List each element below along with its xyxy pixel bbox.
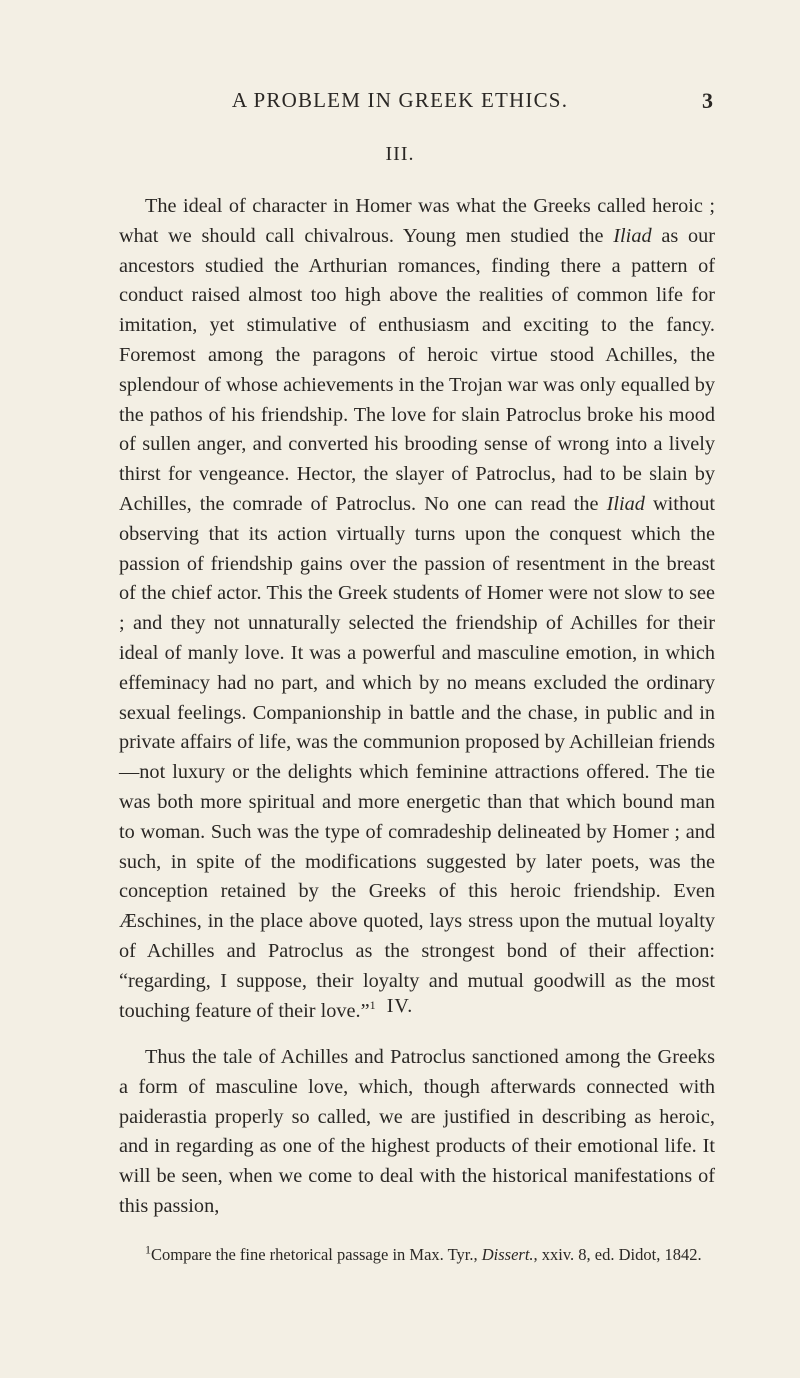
footnote-marker: 1 (145, 1242, 151, 1257)
paragraph-text: as our ancestors studied the Arthurian romances, finding there a pattern of conduct raised almost too high above the realities of common life for imitation, yet stimulative of enthusiasm and exciting to the fancy. Foremost among the paragons of heroic virtue stood Achilles, the splendour of whose achievements in the Trojan war was only equalled by the pathos of his friendship. The love for slain Patroclus broke his mood of sullen anger, and converted his brooding sense of wrong into a lively thirst for vengeance. Hector, the slayer of Patroclus, had to be slain by Achilles, the comrade of Patroclus. No one can read the (119, 224, 716, 515)
book-title-iliad: Iliad (606, 492, 645, 515)
section-number-iii: III. (385, 143, 415, 165)
footnote-reference: 1 (369, 997, 376, 1012)
paragraph-text: without observing that its action virtually turns upon the conquest which the passion of friendship gains over the passion of resentment in the breast of the chief actor. This the Greek students of Homer were not slow to see ; and they not unnaturally selected the friendship of Achilles for their ideal of manly love. It was a powerful and masculine emotion, in which effeminacy had no part, and which by no means excluded the ordinary sexual feelings. Companionship in battle and the chase, in public and in private affairs of life, was the communion proposed by Achilleian friends—not luxury or the delights which feminine attractions offered. The tie was both more spiritual and more energetic than that which bound man to woman. Such was the type of comradeship delineated by Homer ; and such, in spite of the modifications suggested by later poets, was the conception retained by the Greeks of this heroic friendship. Even Æschines, in the place above quoted, lays stress upon the mutual loyalty of Achilles and Patroclus as the strongest bond of their affection: “regarding, I suppose, their loyalty and mutual goodwill as the most touching feature of their love.” (119, 492, 715, 1022)
section-number-iv: IV. (386, 995, 414, 1017)
book-title-iliad: Iliad (613, 224, 652, 247)
page-number: 3 (702, 88, 713, 113)
paragraph-text: The ideal of character in Homer was what the Greeks called heroic ; what we should call chivalrous. Young men studied the (119, 195, 715, 247)
running-head (0, 88, 800, 122)
footnote-text-end: , xxiv. 8, ed. Didot, 1842. (533, 1245, 702, 1264)
running-head-title: A PROBLEM IN GREEK ETHICS. (231, 88, 569, 112)
footnote-text: Compare the fine rhetorical passage in Max. Tyr., (151, 1245, 482, 1264)
footnote (119, 1244, 715, 1265)
footnote-work-title: Dissert. (481, 1245, 534, 1264)
paragraph-section-iii (119, 192, 715, 1026)
paragraph-section-iv: Thus the tale of Achilles and Patroclus sanctioned among the Greeks a form of masculine love, which, though afterwards connected with paiderastia properly so called, we are justified in describing as heroic, and in regarding as one of the highest products of their emotional life. It will be seen, when we come to deal with the historical manifestations of this passion, (119, 1046, 715, 1217)
